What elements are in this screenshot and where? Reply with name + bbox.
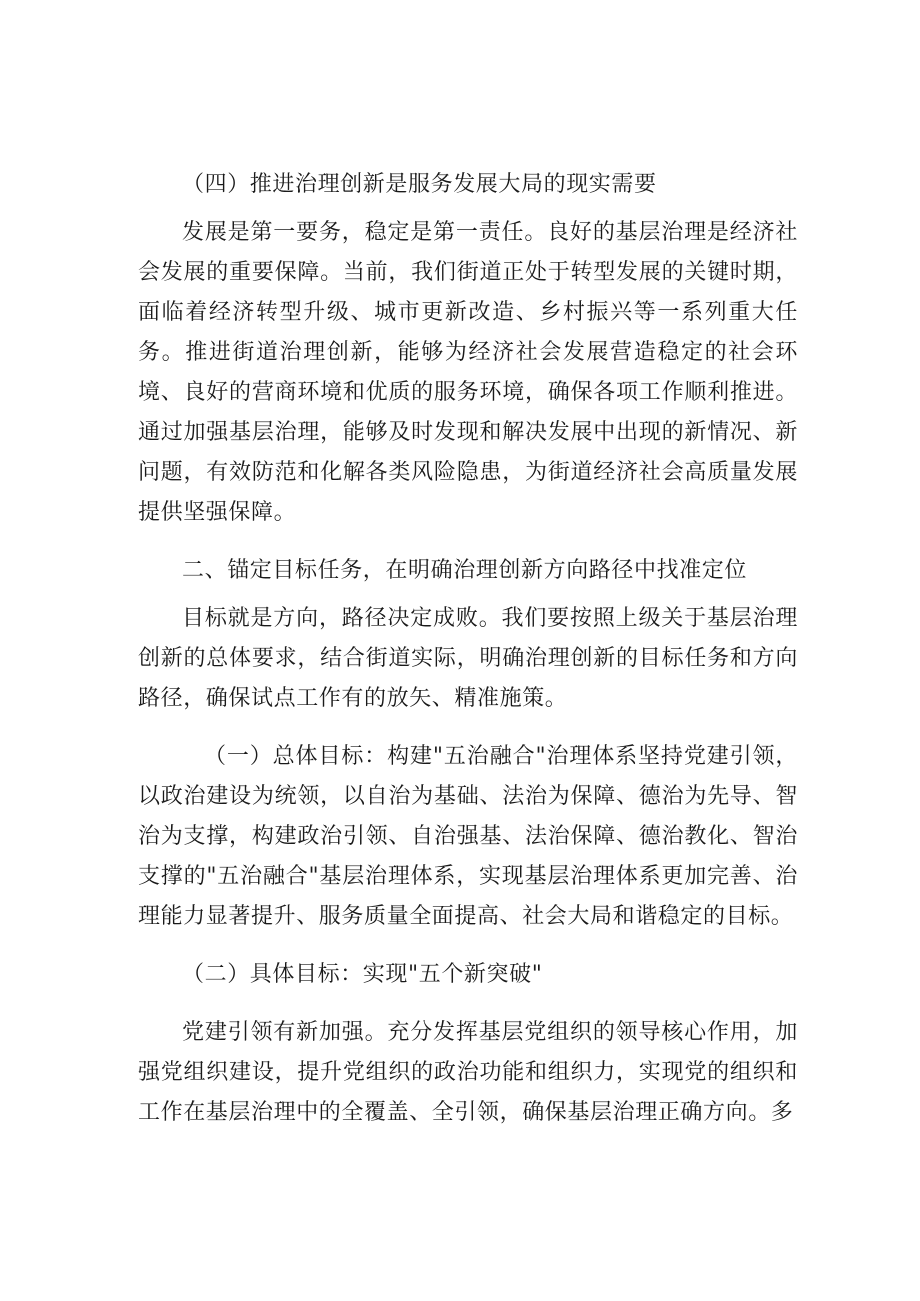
paragraph-party-building: 党建引领有新加强。充分发挥基层党组织的领导核心作用，加强党组织建设，提升党组织的政治功能和组织力，实现党的组织和工作在基层治理中的全覆盖、全引领，确保基层治理正确方向。多 <box>138 1020 798 1125</box>
paragraph-development: 发展是第一要务，稳定是第一责任。良好的基层治理是经济社会发展的重要保障。当前，我们街道正处于转型发展的关键时期，面临着经济转型升级、城市更新改造、乡村振兴等一系列重大任务。推进街道治理创新，能够为经济社会发展营造稳定的社会环境、良好的营商环境和优质的服务环境，确保各项工作顺利推进。通过加强基层治理，能够及时发现和解决发展中出现的新情况、新问题，有效防范和化解各类风险隐患，为街道经济社会高质量发展提供坚强保障。 <box>138 220 798 525</box>
document-body <box>138 165 798 1133</box>
paragraph-overall-goal: （一）总体目标：构建"五治融合"治理体系坚持党建引领，以政治建设为统领，以自治为基础、法治为保障、德治为先导、智治为支撑，构建政治引领、自治强基、法治保障、德治教化、智治支撑的"五治融合"基层治理体系，实现基层治理体系更加完善、治理能力显著提升、服务质量全面提高、社会大局和谐稳定的目标。 <box>138 744 798 929</box>
section-heading-4: （四）推进治理创新是服务发展大局的现实需要 <box>182 172 657 197</box>
section-heading-specific-goals: （二）具体目标：实现"五个新突破" <box>182 962 543 987</box>
paragraph-goals: 目标就是方向，路径决定成败。我们要按照上级关于基层治理创新的总体要求，结合街道实际，明确治理创新的目标任务和方向路径，确保试点工作有的放矢、精准施策。 <box>138 606 798 711</box>
section-heading-2: 二、锚定目标任务，在明确治理创新方向路径中找准定位 <box>182 558 748 583</box>
